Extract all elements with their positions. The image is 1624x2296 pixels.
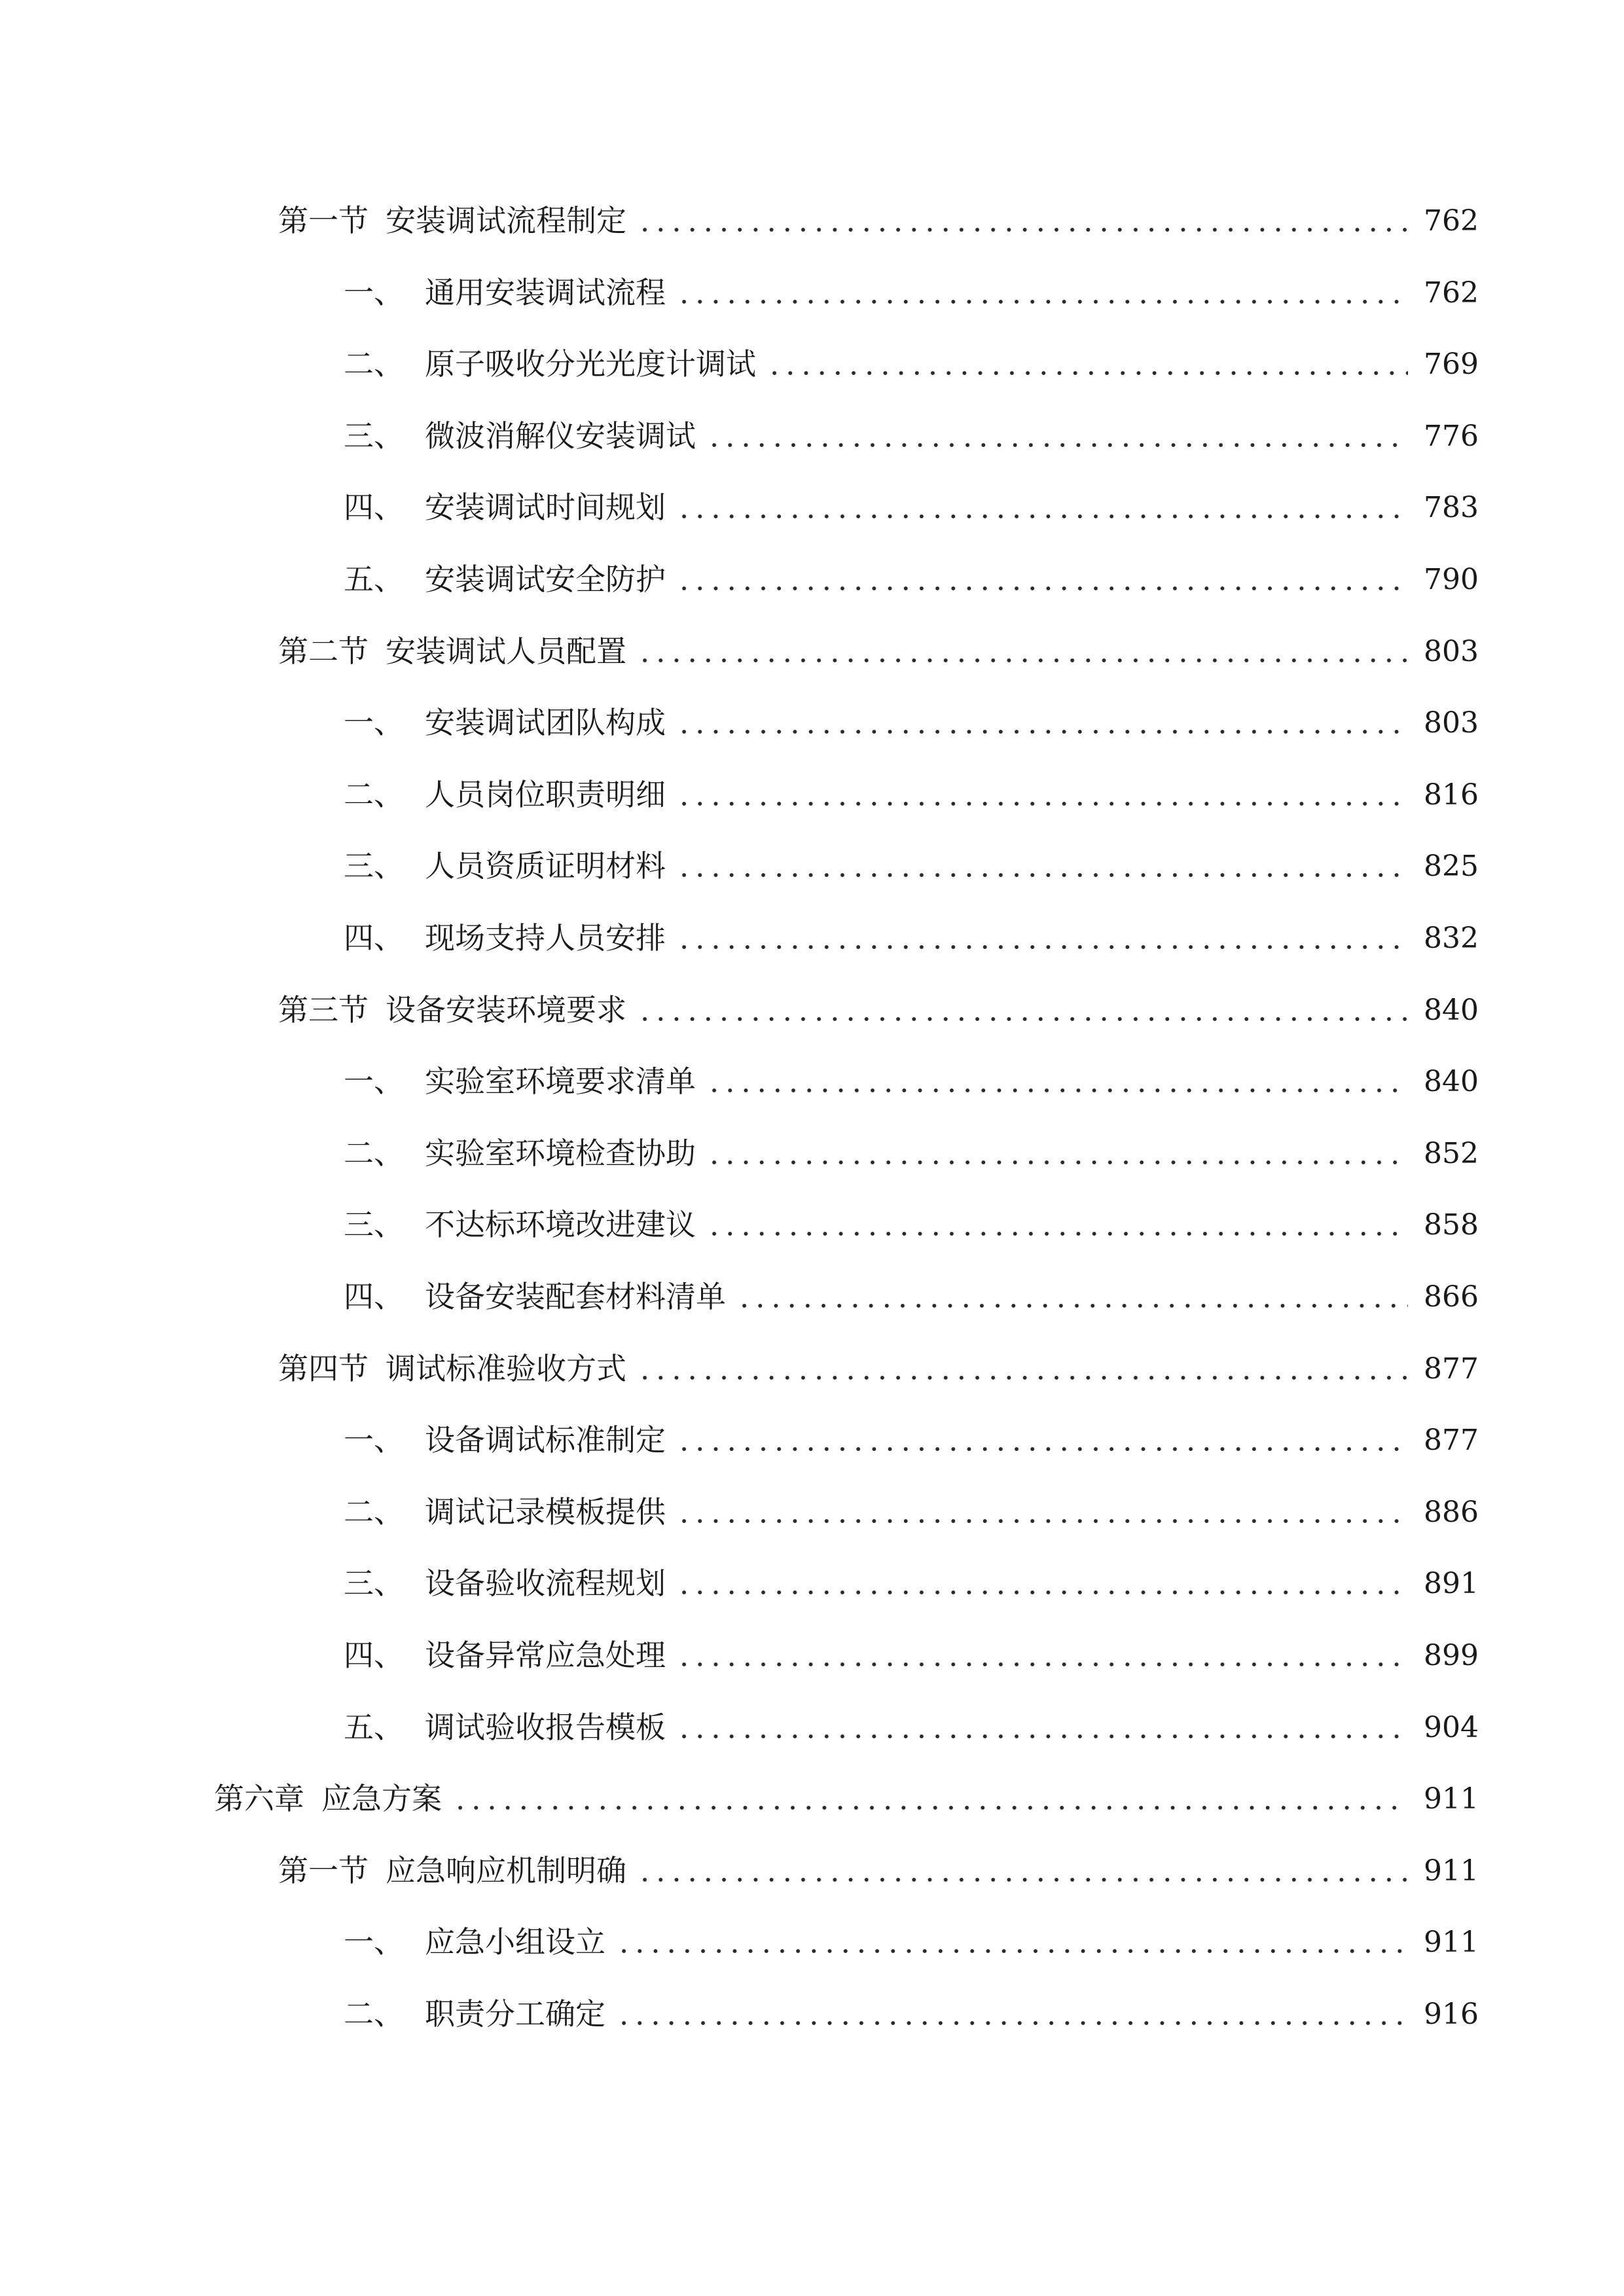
toc-entry-number: 五、	[344, 562, 404, 597]
toc-page-number: 776	[1424, 419, 1479, 453]
toc-entry-number: 四、	[344, 1638, 404, 1673]
toc-entry-number: 二、	[344, 346, 404, 382]
toc-dot-leader	[637, 1876, 1408, 1883]
toc-page-number: 891	[1424, 1567, 1479, 1601]
toc-entry[interactable]	[344, 1475, 1479, 1530]
toc-entry-number: 第一节	[278, 203, 369, 238]
toc-entry-title: 安装调试团队构成	[425, 705, 666, 741]
toc-entry-number: 一、	[344, 1924, 404, 1960]
toc-page-number: 877	[1424, 1352, 1479, 1386]
toc-entry-number: 三、	[344, 1566, 404, 1602]
toc-page-number: 911	[1424, 1782, 1479, 1816]
toc-entry-title: 应急方案	[321, 1781, 442, 1817]
toc-dot-leader	[637, 226, 1408, 233]
toc-page-number: 877	[1424, 1424, 1479, 1458]
toc-entry-number: 一、	[344, 1064, 404, 1100]
toc-entry[interactable]	[344, 685, 1479, 741]
toc-page-number: 904	[1424, 1710, 1479, 1744]
toc-entry-title: 安装调试流程制定	[386, 203, 626, 238]
toc-entry-title: 调试记录模板提供	[425, 1494, 666, 1530]
toc-entry-title: 人员资质证明材料	[425, 848, 666, 884]
toc-page-number: 832	[1424, 922, 1479, 955]
toc-dot-leader	[676, 513, 1408, 520]
toc-entry[interactable]	[344, 757, 1479, 810]
toc-page-number: 803	[1424, 706, 1479, 740]
toc-entry[interactable]	[344, 1977, 1479, 2032]
toc-entry[interactable]	[344, 1044, 1479, 1100]
toc-entry-number: 第四节	[278, 1350, 369, 1386]
toc-page-number: 825	[1424, 850, 1479, 884]
toc-entry-number: 二、	[344, 1996, 404, 2032]
toc-dot-leader	[452, 1804, 1408, 1811]
toc-entry-title: 设备调试标准制定	[425, 1422, 666, 1458]
toc-entry-title: 设备安装配套材料清单	[425, 1279, 726, 1314]
toc-entry-title: 设备验收流程规划	[425, 1566, 666, 1602]
toc-entry-number: 一、	[344, 274, 404, 310]
toc-entry-number: 二、	[344, 1135, 404, 1171]
toc-page-number: 803	[1424, 634, 1479, 668]
toc-entry[interactable]	[278, 614, 1479, 669]
toc-entry-number: 三、	[344, 848, 404, 884]
toc-entry-number: 二、	[344, 776, 404, 812]
toc-entry[interactable]	[344, 1618, 1479, 1673]
toc-entry[interactable]	[344, 901, 1479, 956]
toc-entry[interactable]	[344, 327, 1479, 382]
toc-dot-leader	[616, 2020, 1408, 2026]
toc-entry[interactable]	[344, 1905, 1479, 1960]
toc-dot-leader	[706, 1230, 1408, 1237]
toc-entry[interactable]	[278, 1331, 1479, 1384]
toc-entry-number: 二、	[344, 1494, 404, 1530]
toc-dot-leader	[706, 442, 1408, 448]
toc-entry[interactable]	[344, 1546, 1479, 1602]
toc-page-number: 783	[1424, 491, 1479, 525]
toc-dot-leader	[736, 1302, 1408, 1309]
toc-page-number: 816	[1424, 778, 1479, 812]
toc-page-number: 858	[1424, 1208, 1479, 1242]
toc-entry-number: 四、	[344, 490, 404, 526]
toc-dot-leader	[676, 1518, 1408, 1524]
toc-entry-number: 第二节	[278, 633, 369, 669]
toc-entry-title: 原子吸收分光光度计调试	[425, 346, 756, 382]
toc-entry-number: 一、	[344, 705, 404, 741]
toc-dot-leader	[676, 1733, 1408, 1740]
toc-dot-leader	[637, 1374, 1408, 1381]
toc-dot-leader	[676, 728, 1408, 735]
toc-entry[interactable]	[344, 1403, 1479, 1458]
toc-dot-leader	[676, 298, 1408, 305]
toc-dot-leader	[706, 1087, 1408, 1094]
toc-entry-title: 调试验收报告模板	[425, 1709, 666, 1745]
toc-page-number: 840	[1424, 1065, 1479, 1099]
toc-entry[interactable]	[344, 1187, 1479, 1243]
toc-entry-title: 安装调试时间规划	[425, 490, 666, 526]
toc-entry[interactable]	[214, 1761, 1479, 1817]
toc-entry-number: 第一节	[278, 1852, 369, 1888]
toc-entry[interactable]	[344, 829, 1479, 884]
toc-dot-leader	[637, 1016, 1408, 1022]
toc-entry-title: 不达标环境改进建议	[425, 1207, 696, 1243]
toc-entry-title: 安装调试安全防护	[425, 562, 666, 597]
toc-page-number: 899	[1424, 1639, 1479, 1672]
toc-page-number: 790	[1424, 563, 1479, 596]
toc-dot-leader	[637, 657, 1408, 664]
toc-entry-title: 安装调试人员配置	[386, 633, 626, 669]
toc-page-number: 762	[1424, 204, 1479, 238]
toc-entry-title: 调试标准验收方式	[386, 1350, 626, 1386]
toc-entry[interactable]	[344, 470, 1479, 526]
toc-entry-title: 设备异常应急处理	[425, 1638, 666, 1673]
toc-entry-title: 设备安装环境要求	[386, 992, 626, 1028]
toc-entry-number: 一、	[344, 1422, 404, 1458]
toc-entry-title: 实验室环境要求清单	[425, 1064, 696, 1100]
toc-dot-leader	[767, 370, 1408, 376]
toc-entry-title: 职责分工确定	[425, 1996, 605, 2032]
toc-dot-leader	[676, 1661, 1408, 1668]
toc-entry[interactable]	[344, 255, 1479, 308]
toc-dot-leader	[616, 1948, 1408, 1954]
toc-entry-title: 现场支持人员安排	[425, 920, 666, 956]
toc-entry[interactable]	[278, 183, 1479, 236]
toc-entry[interactable]	[344, 1116, 1479, 1171]
toc-entry-title: 人员岗位职责明细	[425, 776, 666, 812]
toc-entry[interactable]	[344, 399, 1479, 454]
toc-entry-number: 四、	[344, 1279, 404, 1314]
toc-page-number: 769	[1424, 348, 1479, 382]
toc-entry[interactable]	[278, 973, 1479, 1028]
toc-dot-leader	[676, 585, 1408, 592]
toc-entry-number: 四、	[344, 920, 404, 956]
toc-page-number: 762	[1424, 276, 1479, 310]
toc-page-number: 852	[1424, 1136, 1479, 1170]
toc-entry[interactable]	[344, 1690, 1479, 1745]
toc-entry-title: 微波消解仪安装调试	[425, 418, 696, 454]
toc-entry-title: 应急响应机制明确	[386, 1852, 626, 1888]
toc-entry[interactable]	[344, 1259, 1479, 1312]
toc-dot-leader	[676, 800, 1408, 807]
toc-entry[interactable]	[278, 1833, 1479, 1886]
toc-page-number: 840	[1424, 993, 1479, 1027]
toc-page-number: 886	[1424, 1495, 1479, 1529]
toc-dot-leader	[676, 1589, 1408, 1596]
toc-entry-number: 三、	[344, 418, 404, 454]
toc-entry-number: 五、	[344, 1709, 404, 1745]
toc-entry-title: 应急小组设立	[425, 1924, 605, 1960]
toc-entry-title: 实验室环境检查协助	[425, 1135, 696, 1171]
toc-page-number: 916	[1424, 1998, 1479, 2031]
toc-dot-leader	[676, 872, 1408, 878]
toc-entry[interactable]	[344, 542, 1479, 597]
toc-entry-number: 三、	[344, 1207, 404, 1243]
toc-dot-leader	[676, 944, 1408, 950]
toc-page-number: 911	[1424, 1926, 1479, 1960]
toc-dot-leader	[676, 1446, 1408, 1452]
toc-page-number: 866	[1424, 1280, 1479, 1314]
toc-entry-title: 通用安装调试流程	[425, 274, 666, 310]
toc-page-number: 911	[1424, 1854, 1479, 1888]
toc-dot-leader	[706, 1159, 1408, 1166]
toc-entry-number: 第三节	[278, 992, 369, 1028]
toc-entry-number: 第六章	[214, 1781, 304, 1817]
